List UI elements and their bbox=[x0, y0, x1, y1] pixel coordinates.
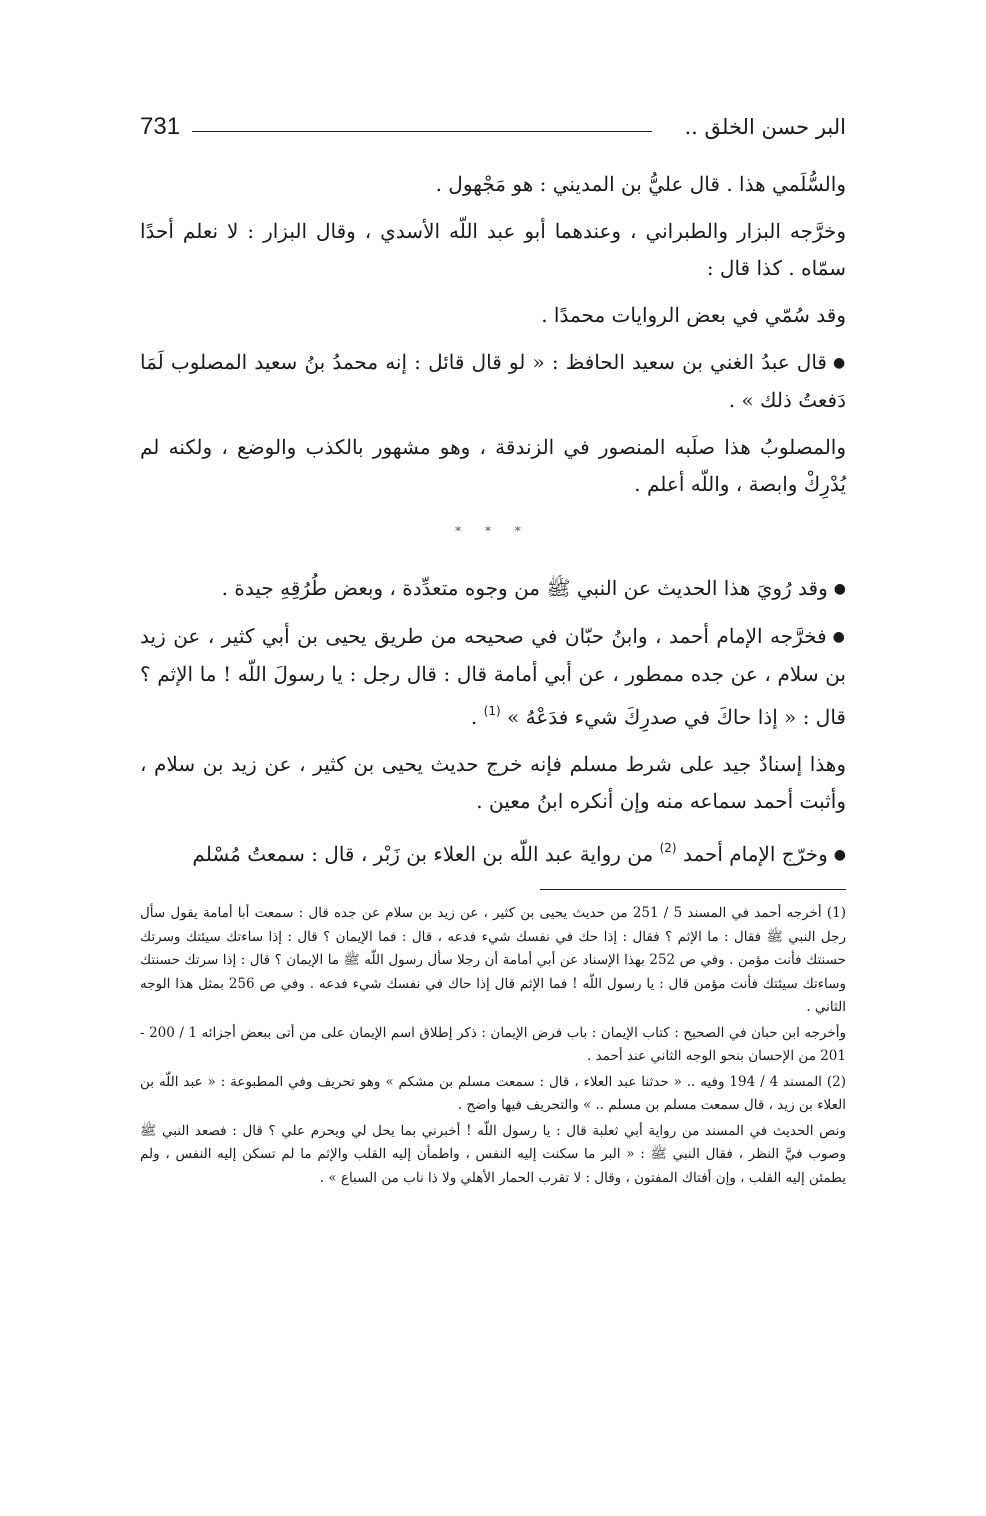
running-title: البر حسن الخلق .. bbox=[684, 115, 846, 139]
paragraph-text: وقد رُويَ هذا الحديث عن النبي ﷺ من وجوه متعدِّدة ، وبعض طُرُقِهِ جيدة . bbox=[221, 576, 828, 600]
paragraph bbox=[140, 830, 846, 874]
page-number: 731 bbox=[140, 113, 181, 140]
paragraph-text: فخرَّجه الإمام أحمد ، وابنُ حبّان في صحيحه من طريق يحيى بن أبي كثير ، عن زيد بن سلام ، عن جده ممطور ، عن أبي أمامة قال : قال رجل : يا رسولَ اللّه ! ما الإثم ؟ قال : « إذا حاكَ في صدرِكَ شيء فدَعْهُ » bbox=[140, 624, 846, 729]
footnote: وأخرجه ابن حبان في الصحيح : كتاب الإيمان : باب فرض الإيمان : ذكر إطلاق اسم الإيمان على من أتى ببعض أجزائه 1 / 200 - 201 من الإحسان بنحو الوجه الثاني عند أحمد . bbox=[140, 1024, 846, 1064]
bullet-icon: ● bbox=[833, 847, 846, 863]
section-separator: * * * bbox=[455, 524, 531, 538]
main-text bbox=[140, 166, 846, 884]
paragraph-text: وخرّج الإمام أحمد bbox=[682, 842, 828, 866]
end-mark: . bbox=[470, 705, 478, 729]
paragraph: وخرَّجه البزار والطبراني ، وعندهما أبو عبد اللّه الأسدي ، وقال البزار : لا نعلم أحدًا سمّاه . كذا قال : bbox=[140, 219, 846, 280]
paragraph bbox=[140, 618, 846, 736]
paragraph bbox=[140, 344, 846, 419]
paragraph bbox=[140, 570, 846, 608]
paragraph: وهذا إسنادٌ جيد على شرط مسلم فإنه خرج حديث يحيى بن كثير ، عن زيد بن سلام ، وأثبت أحمد سماعه منه وإن أنكره ابنُ معين . bbox=[140, 752, 846, 813]
bullet-icon: ● bbox=[833, 581, 846, 597]
footnote: (1) أخرجه أحمد في المسند 5 / 251 من حديث يحيى بن كثير ، عن زيد بن سلام عن جده قال : سمعت أبا أمامة يقول سأل رجل النبي ﷺ فقال : ما الإثم ؟ فقال : إذا حك في نفسك شيء فدعه ، قال : فما الإيمان ؟ قال : إذا ساءتك سيئتك وسرتك حسنتك فأنت مؤمن . وفي ص 252 بهذا الإسناد عن أبي أمامة أن رجلا سأل رسول اللّه ﷺ ما الإيمان ؟ قال : إذا سرتك حسنتك وساءتك سيئتك فأنت مؤمن قال : يا رسول اللّه ! فما الإثم قال إذا حاك في نفسك شيء فدعه . وفي ص 256 بمثل هذا الوجه الثاني . bbox=[140, 905, 846, 1015]
footnote-ref-1[interactable]: (1) bbox=[483, 704, 501, 718]
footnote: ونص الحديث في المسند من رواية أبي ثعلبة قال : يا رسول اللّه ! أخبرني بما يحل لي ويحرم علي ؟ قال : فصعد النبي ﷺ وصوب فيَّ النظر ، فقال النبي ﷺ : « البر ما سكنت إليه النفس ، واطمأن إليه القلب والإثم ما لم تسكن إليه النفس ، ولم يطمئن إليه القلب ، وإن أفتاك المفتون ، وقال : لا تقرب الحمار الأهلي ولا ذا ناب من السباع » . bbox=[140, 1122, 846, 1186]
paragraph-text: قال عبدُ الغني بن سعيد الحافظ : « لو قال قائل : إنه محمدُ بنُ سعيد المصلوب لَمَا دَفعتُ ذلك » . bbox=[140, 350, 846, 412]
paragraph: والسُّلَمي هذا . قال عليُّ بن المديني : هو مَجْهول . bbox=[435, 172, 846, 196]
footnote: (2) المسند 4 / 194 وفيه .. « حدثنا عبد العلاء ، قال : سمعت مسلم بن مشكم » وهو تحريف وفي المطبوعة : « عبد اللّه بن العلاء بن زيد ، قال سمعت مسلم بن مسلم .. » والتحريف فيها واضح . bbox=[140, 1073, 846, 1113]
bullet-icon: ● bbox=[832, 629, 846, 645]
paragraph: والمصلوبُ هذا صلَبه المنصور في الزندقة ، وهو مشهور بالكذب والوضع ، ولكنه لم يُدْرِكْ وابصة ، واللّه أعلم . bbox=[140, 435, 846, 496]
footnote-divider bbox=[540, 889, 846, 890]
header-rule bbox=[192, 131, 652, 132]
running-header bbox=[140, 112, 846, 146]
footnote-ref-2[interactable]: (2) bbox=[659, 841, 677, 855]
paragraph-text: من رواية عبد اللّه بن العلاء بن زَبْر ، قال : سمعتُ مُسْلم bbox=[192, 842, 654, 866]
bullet-icon: ● bbox=[833, 355, 846, 371]
paragraph: وقد سُمّي في بعض الروايات محمدًا . bbox=[541, 303, 846, 327]
footnotes bbox=[140, 902, 846, 1192]
